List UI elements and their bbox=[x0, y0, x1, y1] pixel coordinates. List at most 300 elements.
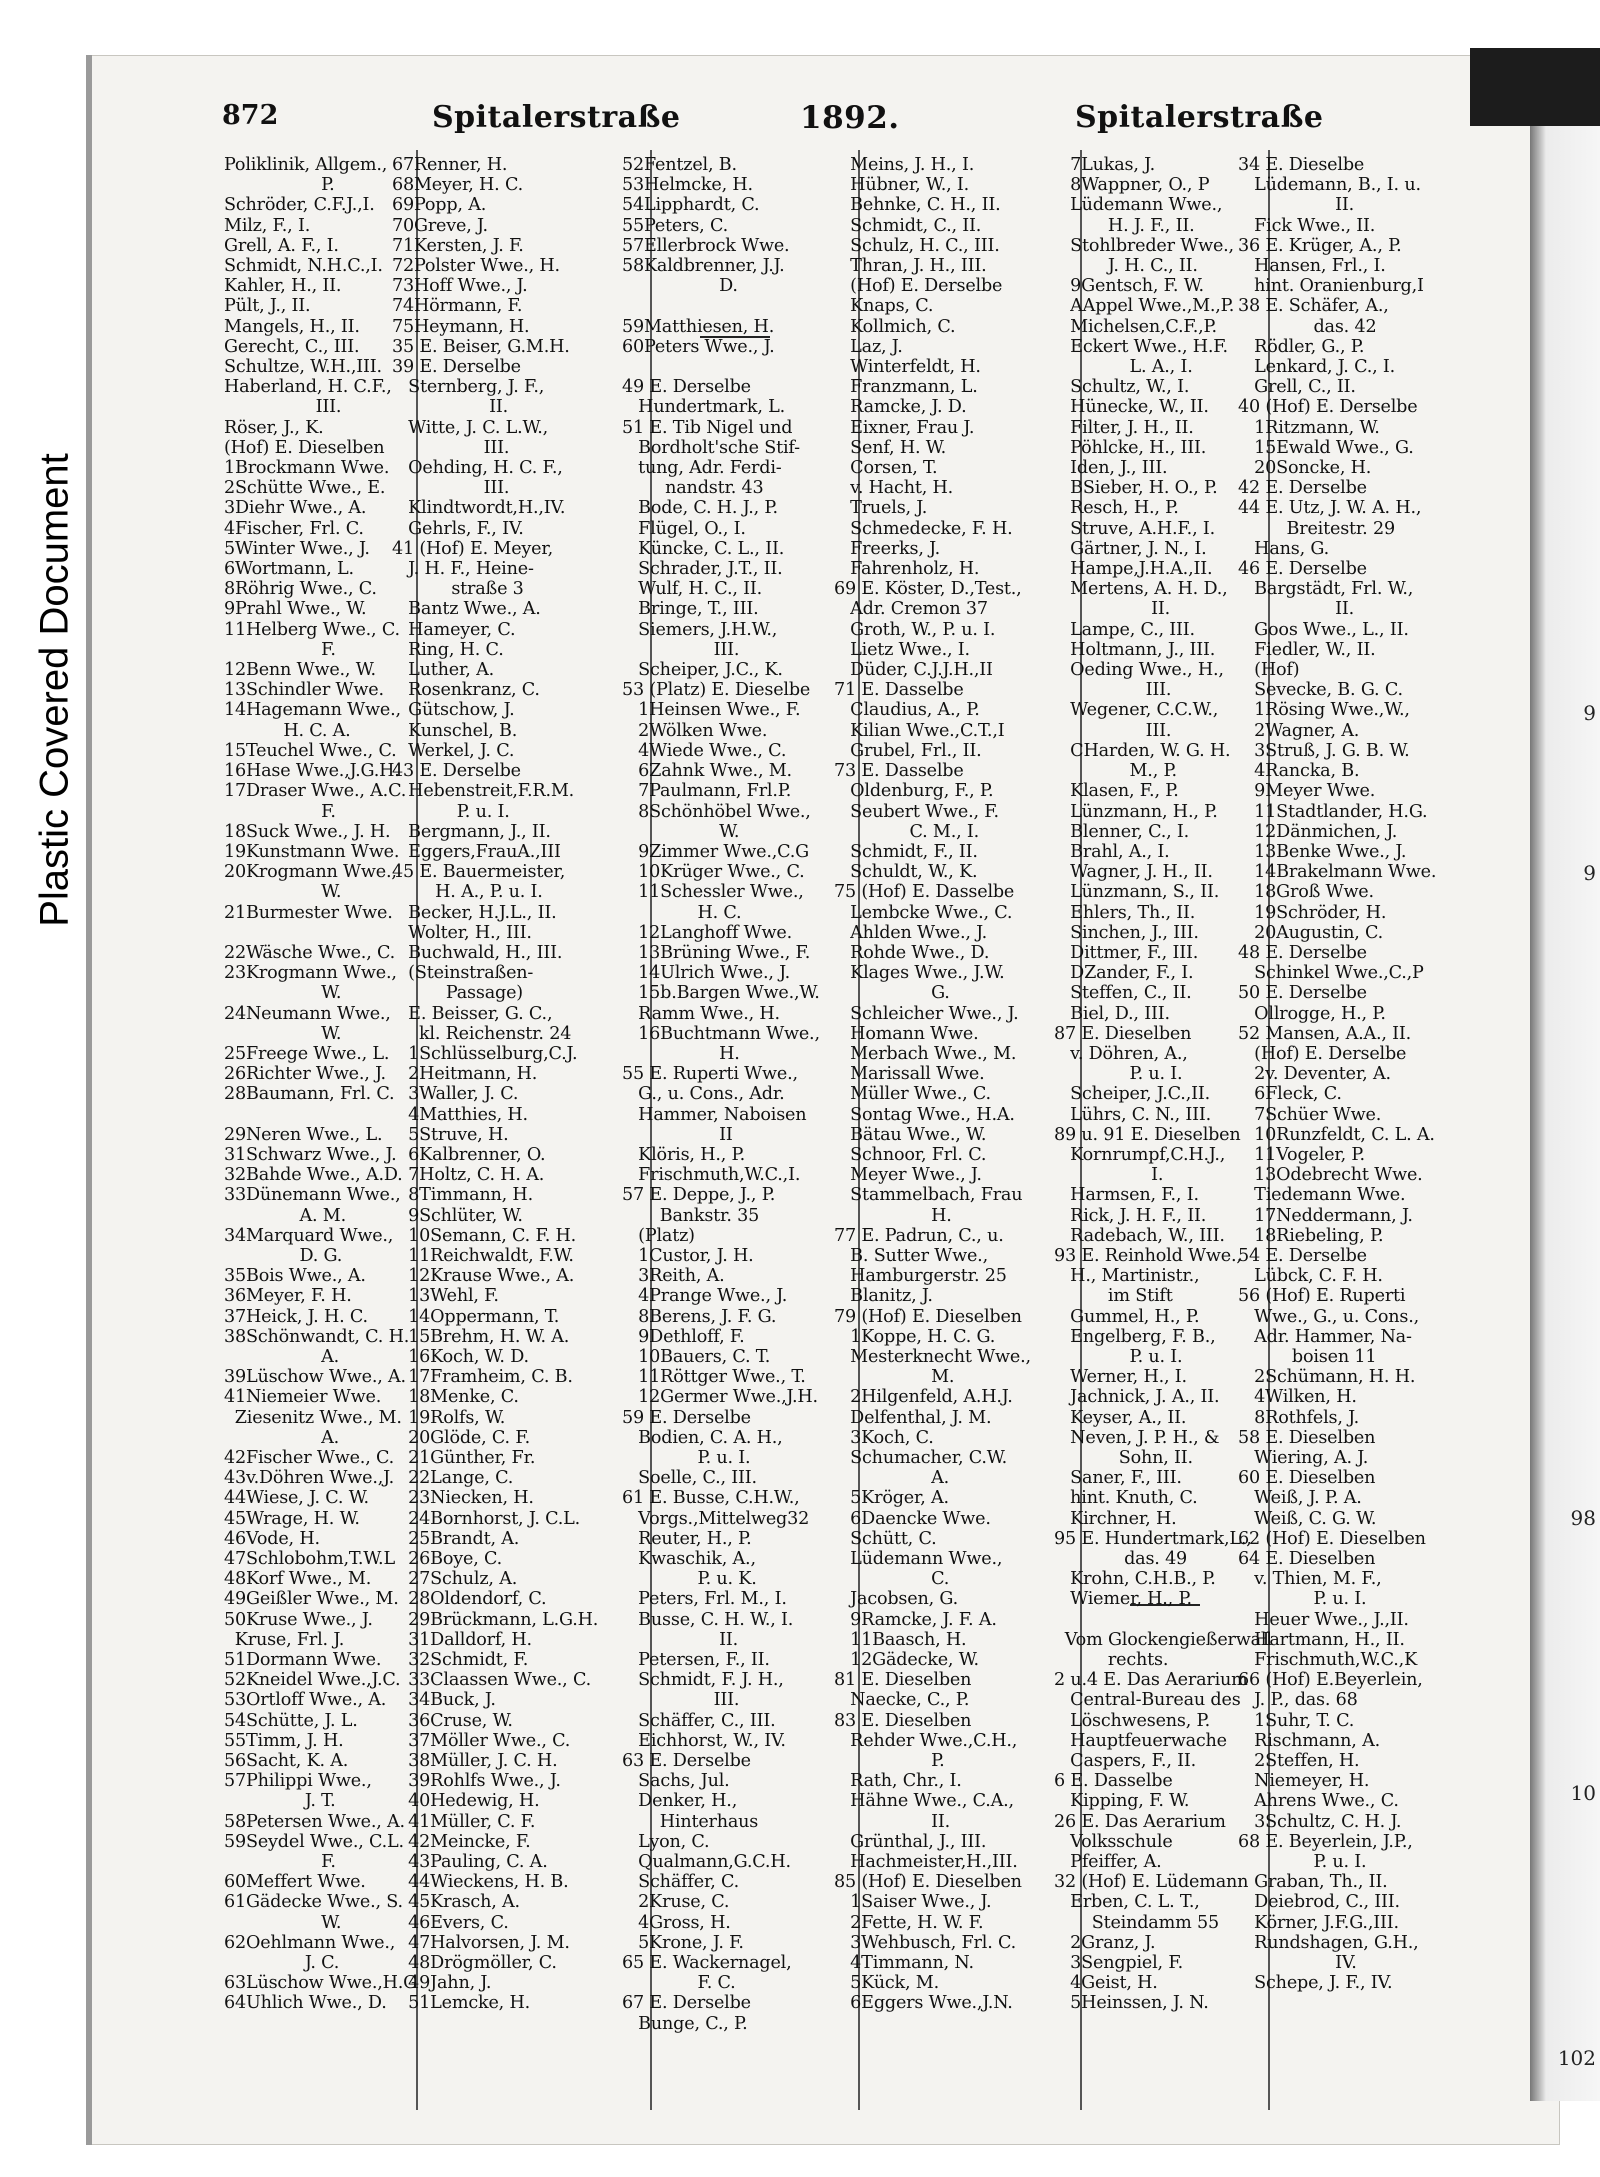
entry-line: H. A., P. u. I. bbox=[392, 882, 543, 903]
next-page-edge bbox=[1530, 126, 1600, 2101]
entry-line: Bunge, C., P. bbox=[622, 2013, 748, 2034]
entry-line: 53Helmcke, H. bbox=[622, 175, 753, 196]
entry-line: IV. bbox=[1238, 1953, 1357, 1974]
entry-line: 71Kersten, J. F. bbox=[392, 235, 524, 256]
entry-line: 2v. Deventer, A. bbox=[1238, 1064, 1391, 1085]
entry-line: 3Diehr Wwe., A. bbox=[224, 498, 367, 519]
entry-line: Bordholt'sche Stif- bbox=[622, 437, 800, 458]
entry-line: Franzmann, L. bbox=[834, 377, 978, 398]
entry-line: Sohn, II. bbox=[1054, 1448, 1193, 1468]
entry-line: Fick Wwe., II. bbox=[1238, 215, 1376, 236]
entry-line: 45 E. Bauermeister, bbox=[392, 862, 566, 883]
entry-line: Buchwald, H., III. bbox=[392, 942, 563, 963]
entry-line: Kilian Wwe.,C.T.,I bbox=[834, 720, 1005, 741]
entry-line: Claudius, A., P. bbox=[834, 700, 980, 721]
entry-line: 24Bornhorst, J. C.L. bbox=[392, 1508, 581, 1529]
entry-line: P. bbox=[224, 175, 335, 196]
entry-line: 46 E. Derselbe bbox=[1238, 559, 1367, 580]
entry-line: II. bbox=[1238, 599, 1354, 620]
entry-line: boisen 11 bbox=[1238, 1346, 1377, 1367]
entry-line: Filter, J. H., II. bbox=[1054, 417, 1194, 438]
entry-line: Heuer Wwe., J.,II. bbox=[1238, 1609, 1409, 1630]
entry-line: Brahl, A., I. bbox=[1054, 841, 1170, 862]
entry-line: 89 u. 91 E. Dieselben bbox=[1054, 1124, 1241, 1145]
column-2 bbox=[392, 155, 598, 2014]
entry-line: Ahlden Wwe., J. bbox=[834, 922, 988, 943]
entry-line: Sinchen, J., III. bbox=[1054, 922, 1199, 943]
entry-line: 34Buck, J. bbox=[392, 1690, 496, 1711]
entry-line: 12Germer Wwe.,J.H. bbox=[622, 1387, 818, 1408]
entry-line bbox=[622, 357, 820, 377]
entry-line: Behnke, C. H., II. bbox=[834, 195, 1001, 216]
entry-line: 50 E. Derselbe bbox=[1238, 983, 1367, 1004]
entry-line: Lüdemann Wwe., bbox=[1054, 195, 1223, 216]
entry-line: 32Bahde Wwe., A.D. bbox=[224, 1165, 403, 1186]
entry-line: 39Rohlfs Wwe., J. bbox=[392, 1771, 561, 1792]
entry-line: 3Schultz, C. H. J. bbox=[1238, 1811, 1402, 1832]
entry-line: F. C. bbox=[622, 1973, 736, 1994]
entry-line: Hünecke, W., II. bbox=[1054, 397, 1209, 418]
entry-line: Resch, H., P. bbox=[1054, 498, 1179, 519]
entry-line: 36Cruse, W. bbox=[392, 1710, 513, 1731]
entry-line: Keyser, A., II. bbox=[1054, 1407, 1187, 1428]
entry-line: 47Schlobohm,T.W.L bbox=[224, 1549, 395, 1570]
entry-line: Blenner, C., I. bbox=[1054, 821, 1190, 842]
entry-line: D. G. bbox=[224, 1245, 343, 1266]
entry-line: 31Schwarz Wwe., J. bbox=[224, 1144, 397, 1165]
entry-line: 7Paulmann, Frl.P. bbox=[622, 781, 792, 802]
entry-line: 1Rösing Wwe.,W., bbox=[1238, 700, 1410, 721]
entry-line: Laz, J. bbox=[834, 336, 903, 357]
entry-line: Hans, G. bbox=[1238, 538, 1329, 559]
entry-line: 55Timm, J. H. bbox=[224, 1730, 344, 1751]
entry-line: Werkel, J. C. bbox=[392, 740, 515, 761]
entry-line: Kahler, H., II. bbox=[224, 276, 342, 297]
entry-line: Ring, H. C. bbox=[392, 639, 504, 660]
entry-line: Rick, J. H. F., II. bbox=[1054, 1205, 1207, 1226]
entry-line: 48Drögmöller, C. bbox=[392, 1953, 557, 1974]
entry-line: 26 E. Das Aerarium bbox=[1054, 1811, 1226, 1832]
entry-line: A. bbox=[224, 1427, 339, 1448]
entry-line: Passage) bbox=[392, 983, 523, 1004]
entry-line: 56 (Hof) E. Ruperti bbox=[1238, 1286, 1406, 1307]
entry-line: 11Reichwaldt, F.W. bbox=[392, 1245, 574, 1266]
entry-line: 1Brockmann Wwe. bbox=[224, 458, 390, 479]
scan-corner-shadow bbox=[1470, 48, 1600, 126]
entry-line: 39Lüschow Wwe., A. bbox=[224, 1367, 406, 1388]
entry-line: Röser, J., K. bbox=[224, 417, 324, 438]
entry-line: 71 E. Dasselbe bbox=[834, 680, 964, 701]
entry-line: 1Saiser Wwe., J. bbox=[834, 1892, 992, 1913]
entry-line: Struve, A.H.F., I. bbox=[1054, 518, 1215, 539]
entry-line: 14Hagemann Wwe., bbox=[224, 700, 401, 721]
entry-line: 11Stadtlander, H.G. bbox=[1238, 801, 1428, 822]
entry-line: J. H. C., II. bbox=[1054, 256, 1198, 277]
entry-line: 27Schulz, A. bbox=[392, 1569, 518, 1590]
entry-line: Kornrumpf,C.H.J., bbox=[1054, 1144, 1226, 1165]
entry-line: 66 (Hof) E.Beyerlein, bbox=[1238, 1670, 1423, 1691]
entry-line: 7Lukas, J. bbox=[1054, 155, 1156, 175]
entry-line: 35Bois Wwe., A. bbox=[224, 1266, 366, 1287]
entry-line: 13Wehl, F. bbox=[392, 1286, 499, 1307]
page-binding-edge bbox=[86, 55, 92, 2145]
entry-line bbox=[622, 296, 820, 316]
entry-line: II. bbox=[834, 1811, 950, 1832]
entry-line: 38 E. Schäfer, A., bbox=[1238, 296, 1389, 317]
entry-line: (Platz) bbox=[622, 1225, 695, 1246]
entry-line: Klindtwordt,H.,IV. bbox=[392, 498, 566, 519]
entry-line: 68 E. Beyerlein, J.P., bbox=[1238, 1831, 1413, 1852]
entry-line: Löschwesens, P. bbox=[1054, 1710, 1210, 1731]
entry-line: 23Krogmann Wwe., bbox=[224, 963, 397, 984]
entry-line: AAppel Wwe.,M.,P. bbox=[1054, 296, 1235, 317]
entry-line: 29Brückmann, L.G.H. bbox=[392, 1609, 599, 1630]
entry-line: nandstr. 43 bbox=[622, 478, 764, 499]
entry-line: 9Ramcke, J. F. A. bbox=[834, 1609, 997, 1630]
entry-line: Lührs, C. N., III. bbox=[1054, 1104, 1212, 1125]
entry-line: Ahrens Wwe., C. bbox=[1238, 1791, 1399, 1812]
entry-line: Fahrenholz, H. bbox=[834, 559, 980, 580]
entry-line: Engelberg, F. B., bbox=[1054, 1326, 1216, 1347]
entry-line: 62Oehlmann Wwe., bbox=[224, 1932, 396, 1953]
entry-line: 64Uhlich Wwe., D. bbox=[224, 1993, 387, 2014]
entry-line: Erben, C. L. T., bbox=[1054, 1892, 1200, 1913]
entry-line: Oldenburg, F., P. bbox=[834, 781, 994, 802]
entry-line: Holtmann, J., III. bbox=[1054, 639, 1216, 660]
entry-line: 65 E. Wackernagel, bbox=[622, 1953, 792, 1974]
entry-line: Schepe, J. F., IV. bbox=[1238, 1973, 1393, 1994]
entry-line: 53 (Platz) E. Dieselbe bbox=[622, 680, 811, 701]
entry-line: 18Menke, C. bbox=[392, 1387, 519, 1408]
entry-line: 13Odebrecht Wwe. bbox=[1238, 1165, 1423, 1186]
entry-line: 9Meyer Wwe. bbox=[1238, 781, 1376, 802]
entry-line: 5Krone, J. F. bbox=[622, 1932, 744, 1953]
entry-line: 35 E. Beiser, G.M.H. bbox=[392, 336, 570, 357]
entry-line: 51Dormann Wwe. bbox=[224, 1650, 382, 1671]
entry-line: 3Waller, J. C. bbox=[392, 1084, 519, 1105]
entry-line: Harmsen, F., I. bbox=[1054, 1185, 1199, 1206]
plastic-cover-label: Plastic Covered Document bbox=[32, 453, 77, 927]
entry-line: 60Meffert Wwe. bbox=[224, 1872, 366, 1893]
entry-line: Sontag Wwe., H.A. bbox=[834, 1104, 1015, 1125]
entry-line: W. bbox=[224, 1912, 342, 1933]
entry-line: hint. Oranienburg,I bbox=[1238, 276, 1424, 297]
entry-line: 2Schümann, H. H. bbox=[1238, 1367, 1416, 1388]
entry-line: 52 Mansen, A.A., II. bbox=[1238, 1023, 1412, 1044]
entry-line: 79 (Hof) E. Dieselben bbox=[834, 1306, 1022, 1327]
entry-line: A. M. bbox=[224, 1205, 346, 1226]
entry-line: 37Heick, J. H. C. bbox=[224, 1306, 368, 1327]
entry-line: Lünzmann, H., P. bbox=[1054, 801, 1218, 822]
entry-line: Kwaschik, A., bbox=[622, 1549, 756, 1570]
entry-line: Weiß, J. P. A. bbox=[1238, 1488, 1362, 1509]
entry-line: 59Matthiesen, H. bbox=[622, 316, 775, 337]
entry-line: 54 E. Derselbe bbox=[1238, 1245, 1367, 1266]
entry-line: II. bbox=[1054, 599, 1170, 620]
entry-line: W. bbox=[224, 983, 342, 1004]
entry-line: Küncke, C. L., II. bbox=[622, 538, 785, 559]
entry-line: 36Meyer, F. H. bbox=[224, 1286, 352, 1307]
entry-line: 11Schessler Wwe., bbox=[622, 882, 804, 903]
entry-line: III. bbox=[392, 478, 510, 499]
entry-line: E. Beisser, G. C., bbox=[392, 1003, 553, 1024]
entry-line: B. Sutter Wwe., bbox=[834, 1245, 988, 1266]
entry-line: Rischmann, A. bbox=[1238, 1730, 1380, 1751]
entry-line: 11Helberg Wwe., C. bbox=[224, 619, 400, 640]
entry-line: 55 E. Ruperti Wwe., bbox=[622, 1064, 798, 1085]
running-header-left: Spitalerstraße bbox=[432, 100, 681, 135]
entry-line: 50Kruse Wwe., J. bbox=[224, 1609, 373, 1630]
entry-line: Hampe,J.H.A.,II. bbox=[1054, 559, 1213, 580]
entry-line: Becker, H.J.L., II. bbox=[392, 902, 557, 923]
entry-line: 2Kruse, C. bbox=[622, 1892, 730, 1913]
entry-line: 2Heitmann, H. bbox=[392, 1064, 538, 1085]
entry-line: Haberland, H. C.F., bbox=[224, 377, 392, 398]
entry-line: Stohlbreder Wwe., bbox=[1054, 235, 1234, 256]
entry-line: hint. Knuth, C. bbox=[1054, 1488, 1198, 1509]
edge-fragment: 102 bbox=[1557, 2046, 1596, 2070]
entry-line: Flügel, O., I. bbox=[622, 518, 746, 539]
entry-line: 7Schüer Wwe. bbox=[1238, 1104, 1382, 1125]
column-3 bbox=[622, 155, 820, 2034]
entry-line: 57 E. Deppe, J., P. bbox=[622, 1185, 776, 1206]
entry-line: Bringe, T., III. bbox=[622, 599, 759, 620]
entry-line: im Stift bbox=[1054, 1286, 1173, 1307]
entry-line: Scheiper, J.C.,II. bbox=[1054, 1084, 1210, 1105]
entry-line: Peters, Frl. M., I. bbox=[622, 1589, 787, 1610]
entry-line: Rödler, G., P. bbox=[1238, 336, 1365, 357]
entry-line: 15Brehm, H. W. A. bbox=[392, 1326, 570, 1347]
entry-line: 22Lange, C. bbox=[392, 1468, 514, 1489]
entry-line: Pfeiffer, A. bbox=[1054, 1852, 1162, 1873]
entry-line: 51 E. Tib Nigel und bbox=[622, 417, 793, 438]
entry-line: Krohn, C.H.B., P. bbox=[1054, 1569, 1216, 1590]
entry-line: Gütschow, J. bbox=[392, 700, 515, 721]
column-4 bbox=[834, 155, 1031, 2014]
entry-line: Grell, C., II. bbox=[1238, 377, 1356, 398]
entry-line: H. C. A. bbox=[224, 720, 351, 741]
entry-line: J. P., das. 68 bbox=[1238, 1690, 1358, 1711]
entry-line: (Hof) E. Derselbe bbox=[834, 276, 1003, 297]
entry-line: M. bbox=[834, 1367, 955, 1388]
entry-line: Wwe., G., u. Cons., bbox=[1238, 1306, 1420, 1327]
entry-line: W. bbox=[224, 1023, 342, 1044]
entry-line: 57Ellerbrock Wwe. bbox=[622, 235, 790, 256]
entry-line: 67Renner, H. bbox=[392, 155, 508, 175]
entry-line: Eixner, Frau J. bbox=[834, 417, 975, 438]
entry-line: Lampe, C., III. bbox=[1054, 619, 1195, 640]
entry-line: D. bbox=[622, 276, 738, 297]
entry-line: 48 E. Derselbe bbox=[1238, 942, 1367, 963]
edge-fragment: 10 bbox=[1570, 1781, 1596, 1805]
entry-line: III. bbox=[224, 397, 342, 418]
column-1 bbox=[224, 155, 417, 2014]
entry-line: Eckert Wwe., H.F. bbox=[1054, 336, 1228, 357]
entry-line: P. bbox=[834, 1751, 945, 1772]
entry-line: Schmedecke, F. H. bbox=[834, 518, 1013, 539]
entry-line: 1Custor, J. H. bbox=[622, 1245, 754, 1266]
entry-line: 9Dethloff, F. bbox=[622, 1326, 745, 1347]
entry-line: Adr. Cremon 37 bbox=[834, 599, 988, 620]
entry-line: Lünzmann, S., II. bbox=[1054, 882, 1220, 903]
entry-line: Michelsen,C.F.,P. bbox=[1054, 316, 1217, 337]
entry-line: II. bbox=[622, 1629, 738, 1650]
entry-line: 16Buchtmann Wwe., bbox=[622, 1023, 820, 1044]
entry-line: 11Vogeler, P. bbox=[1238, 1144, 1365, 1165]
entry-line: 7Holtz, C. H. A. bbox=[392, 1165, 545, 1186]
entry-line: Kruse, Frl. J. bbox=[224, 1629, 345, 1650]
entry-line: I. bbox=[1054, 1165, 1164, 1186]
entry-line: Hameyer, C. bbox=[392, 619, 516, 640]
entry-line: 2Granz, J. bbox=[1054, 1932, 1156, 1953]
entry-line: 6Fleck, C. bbox=[1238, 1084, 1342, 1105]
entry-line: A. bbox=[224, 1346, 339, 1367]
entry-line: 19Rolfs, W. bbox=[392, 1407, 506, 1428]
entry-line: 16Koch, W. D. bbox=[392, 1346, 529, 1367]
entry-line: 55Peters, C. bbox=[622, 215, 728, 236]
entry-line: Biel, D., III. bbox=[1054, 1003, 1170, 1024]
entry-line: Hammer, Naboisen bbox=[622, 1104, 807, 1125]
entry-line: Eichhorst, W., IV. bbox=[622, 1730, 786, 1751]
entry-line: 4Wilken, H. bbox=[1238, 1387, 1357, 1408]
entry-line: Schröder, C.F.J.,I. bbox=[224, 195, 375, 216]
entry-line: Goos Wwe., L., II. bbox=[1238, 619, 1409, 640]
entry-line: v. Hacht, H. bbox=[834, 478, 954, 499]
entry-line: 60 E. Dieselben bbox=[1238, 1468, 1376, 1489]
entry-line: 38Schönwandt, C. H. bbox=[224, 1326, 410, 1347]
entry-line: 5Winter Wwe., J. bbox=[224, 538, 370, 559]
entry-line: Wegener, C.C.W., bbox=[1054, 700, 1219, 721]
entry-line: Klöris, H., P. bbox=[622, 1144, 745, 1165]
entry-line: 62 (Hof) E. Dieselben bbox=[1238, 1528, 1426, 1549]
entry-line: P. u. I. bbox=[1054, 1064, 1183, 1085]
entry-line: 68Meyer, H. C. bbox=[392, 175, 523, 196]
entry-line: 6Kalbrenner, O. bbox=[392, 1144, 546, 1165]
entry-line: 40 (Hof) E. Derselbe bbox=[1238, 397, 1418, 418]
entry-line: 3Sengpiel, F. bbox=[1054, 1953, 1184, 1974]
entry-line: 17Neddermann, J. bbox=[1238, 1205, 1413, 1226]
entry-line: Schrader, J.T., II. bbox=[622, 559, 783, 580]
entry-line: Knaps, C. bbox=[834, 296, 934, 317]
entry-line: C. bbox=[834, 1569, 950, 1590]
entry-line: G. bbox=[834, 983, 950, 1004]
entry-line: 59Seydel Wwe., C.L. bbox=[224, 1831, 404, 1852]
entry-line: Sevecke, B. G. C. bbox=[1238, 680, 1403, 701]
entry-line: Pöhlcke, H., III. bbox=[1054, 437, 1207, 458]
entry-line: 64 E. Dieselben bbox=[1238, 1549, 1376, 1570]
entry-line: tung, Adr. Ferdi- bbox=[622, 458, 782, 479]
entry-line: II bbox=[622, 1124, 733, 1145]
entry-line: Tiedemann Wwe. bbox=[1238, 1185, 1406, 1206]
entry-line: 54Lipphardt, C. bbox=[622, 195, 760, 216]
entry-line: 34 E. Dieselbe bbox=[1238, 155, 1365, 175]
entry-line: H. J. F., II. bbox=[1054, 215, 1195, 236]
entry-line: Rohde Wwe., D. bbox=[834, 942, 990, 963]
entry-line: 4Gross, H. bbox=[622, 1912, 731, 1933]
entry-line: 31Dalldorf, H. bbox=[392, 1629, 532, 1650]
entry-line: 1Koppe, H. C. G. bbox=[834, 1326, 996, 1347]
entry-line: Jachnick, J. A., II. bbox=[1054, 1387, 1220, 1408]
entry-line: Caspers, F., II. bbox=[1054, 1751, 1196, 1772]
entry-line: 61Gädecke Wwe., S. bbox=[224, 1892, 403, 1913]
entry-line: 42Fischer Wwe., C. bbox=[224, 1448, 395, 1468]
entry-line: 5Heinssen, J. N. bbox=[1054, 1993, 1209, 2014]
entry-line: Mertens, A. H. D., bbox=[1054, 579, 1228, 600]
entry-line: Schmidt, F. J. H., bbox=[622, 1670, 784, 1691]
entry-line: Central-Bureau des bbox=[1054, 1690, 1241, 1711]
entry-line: 11Baasch, H. bbox=[834, 1629, 967, 1650]
entry-line: 6Eggers Wwe.,J.N. bbox=[834, 1993, 1013, 2014]
entry-line: III. bbox=[1054, 720, 1172, 741]
entry-line: Klasen, F., P. bbox=[1054, 781, 1179, 802]
entry-line: J. H. F., Heine- bbox=[392, 559, 534, 580]
entry-line: v. Thien, M. F., bbox=[1238, 1569, 1382, 1590]
entry-line: Vom Glockengießerwall bbox=[1054, 1629, 1272, 1650]
entry-line: Busse, C. H. W., I. bbox=[622, 1609, 794, 1630]
entry-line: 12Krause Wwe., A. bbox=[392, 1266, 575, 1287]
entry-line: G., u. Cons., Adr. bbox=[622, 1084, 785, 1105]
entry-line: 9Gentsch, F. W. bbox=[1054, 276, 1204, 297]
entry-line: Meins, J. H., I. bbox=[834, 155, 975, 175]
entry-line: 45Wrage, H. W. bbox=[224, 1508, 360, 1529]
entry-line: Frischmuth,W.C.,I. bbox=[622, 1165, 801, 1186]
entry-line: Adr. Hammer, Na- bbox=[1238, 1326, 1412, 1347]
entry-line: 2Schütte Wwe., E. bbox=[224, 478, 386, 499]
entry-line: 5Kück, M. bbox=[834, 1973, 939, 1994]
entry-line: 20Krogmann Wwe., bbox=[224, 862, 397, 883]
entry-line bbox=[224, 923, 417, 943]
entry-line: 9Prahl Wwe., W. bbox=[224, 599, 367, 620]
entry-line: Steffen, C., II. bbox=[1054, 983, 1192, 1004]
entry-line: 3Koch, C. bbox=[834, 1427, 934, 1448]
entry-line: Schäffer, C., III. bbox=[622, 1710, 776, 1731]
entry-line: Hübner, W., I. bbox=[834, 175, 970, 196]
entry-line: 8Röhrig Wwe., C. bbox=[224, 579, 377, 600]
entry-line: 63 E. Derselbe bbox=[622, 1751, 751, 1772]
entry-line: Fiedler, W., II. bbox=[1238, 639, 1376, 660]
entry-line: Gehrls, F., IV. bbox=[392, 518, 524, 539]
entry-line: Breitestr. 29 bbox=[1238, 518, 1395, 539]
entry-line: 49Jahn, J. bbox=[392, 1973, 492, 1994]
entry-line: BSieber, H. O., P. bbox=[1054, 478, 1218, 499]
entry-line: 8Schönhöbel Wwe., bbox=[622, 801, 811, 822]
entry-line: Groth, W., P. u. I. bbox=[834, 619, 996, 640]
entry-line: rechts. bbox=[1054, 1650, 1169, 1671]
entry-line: H. C. bbox=[622, 902, 742, 923]
entry-line: Sachs, Jul. bbox=[622, 1771, 730, 1792]
entry-line: P. u. I. bbox=[622, 1448, 751, 1468]
entry-line: 83 E. Dieselben bbox=[834, 1710, 972, 1731]
entry-line: (Hof) E. Dieselben bbox=[224, 437, 385, 458]
entry-line: Neven, J. P. H., & bbox=[1054, 1427, 1220, 1448]
entry-line: Frischmuth,W.C.,K bbox=[1238, 1650, 1418, 1671]
entry-line: Hansen, Frl., I. bbox=[1238, 256, 1386, 277]
entry-line: Mesterknecht Wwe., bbox=[834, 1346, 1031, 1367]
entry-line: 41Müller, C. F. bbox=[392, 1811, 536, 1832]
entry-line: 8Berens, J. F. G. bbox=[622, 1306, 777, 1327]
entry-line: Hamburgerstr. 25 bbox=[834, 1266, 1007, 1287]
entry-line: 47Halvorsen, J. M. bbox=[392, 1932, 570, 1953]
entry-line: 14Ulrich Wwe., J. bbox=[622, 963, 791, 984]
entry-line: Bätau Wwe., W. bbox=[834, 1124, 987, 1145]
entry-line: Müller Wwe., C. bbox=[834, 1084, 991, 1105]
entry-line: 15Ewald Wwe., G. bbox=[1238, 437, 1414, 458]
entry-line: Graban, Th., II. bbox=[1238, 1872, 1388, 1893]
entry-line: straße 3 bbox=[392, 579, 524, 600]
entry-line: (Steinstraßen- bbox=[392, 963, 534, 984]
entry-line: Bargstädt, Frl. W., bbox=[1238, 579, 1414, 600]
entry-line: 59 E. Derselbe bbox=[622, 1407, 751, 1428]
